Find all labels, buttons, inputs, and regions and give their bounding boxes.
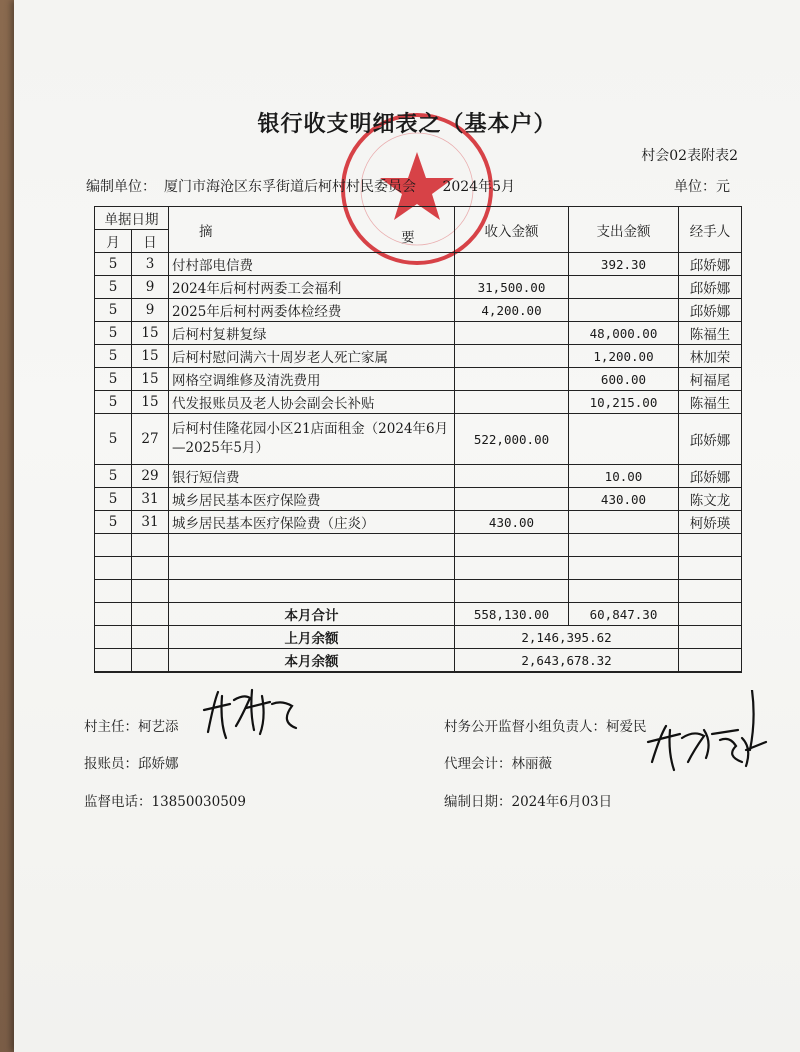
ledger-row — [95, 414, 742, 465]
ledger-row — [95, 276, 742, 299]
currency-unit: 单位：元 — [674, 179, 730, 195]
director-handwritten-signature — [200, 682, 310, 744]
row-summary: 城乡居民基本医疗保险费 — [169, 488, 455, 511]
row-income — [455, 368, 569, 391]
row-summary: 后柯村佳隆花园小区21店面租金（2024年6月—2025年5月） — [169, 414, 455, 465]
previous-balance-row — [95, 626, 742, 649]
row-day: 29 — [132, 465, 169, 488]
row-handler: 陈福生 — [679, 391, 742, 414]
month-total-label: 本月合计 — [169, 603, 455, 626]
row-day: 31 — [132, 488, 169, 511]
accountant-line: 代理会计：林丽薇 — [444, 756, 552, 772]
form-number: 村会02表附表2 — [641, 148, 738, 164]
summary-header-char-2: 要 — [401, 229, 415, 246]
row-expense: 10.00 — [569, 465, 679, 488]
row-month: 5 — [95, 488, 132, 511]
row-summary: 付村部电信费 — [169, 253, 455, 276]
row-expense — [569, 276, 679, 299]
row-expense: 10,215.00 — [569, 391, 679, 414]
compiling-unit-line — [86, 176, 523, 196]
date-group-header: 单据日期 — [95, 207, 169, 230]
month-total-income: 558,130.00 — [455, 603, 569, 626]
row-income: 522,000.00 — [455, 414, 569, 465]
ledger-row — [95, 368, 742, 391]
summary-header-char-1: 摘 — [199, 223, 213, 240]
month-balance-row — [95, 649, 742, 673]
row-day: 15 — [132, 322, 169, 345]
row-month: 5 — [95, 368, 132, 391]
row-expense — [569, 299, 679, 322]
previous-balance-label: 上月余额 — [169, 626, 455, 649]
row-month: 5 — [95, 253, 132, 276]
compile-date-line: 编制日期：2024年6月03日 — [444, 794, 613, 810]
row-day: 27 — [132, 414, 169, 465]
month-balance-value: 2,643,678.32 — [455, 649, 679, 673]
row-summary: 后柯村慰问满六十周岁老人死亡家属 — [169, 345, 455, 368]
row-handler: 邱娇娜 — [679, 253, 742, 276]
row-month: 5 — [95, 391, 132, 414]
row-summary: 2024年后柯村两委工会福利 — [169, 276, 455, 299]
row-month: 5 — [95, 511, 132, 534]
row-month: 5 — [95, 299, 132, 322]
row-summary: 后柯村复耕复绿 — [169, 322, 455, 345]
ledger-table — [94, 206, 742, 673]
income-header: 收入金额 — [455, 207, 569, 253]
document-title: 银行收支明细表之（基本户） — [257, 111, 557, 137]
row-day: 15 — [132, 391, 169, 414]
row-handler: 邱娇娜 — [679, 299, 742, 322]
clerk-line: 报账员：邱娇娜 — [84, 756, 179, 772]
ledger-row — [95, 322, 742, 345]
row-expense: 430.00 — [569, 488, 679, 511]
supervision-leader-line: 村务公开监督小组负责人：柯爱民 — [444, 719, 647, 735]
ledger-row — [95, 488, 742, 511]
row-month: 5 — [95, 322, 132, 345]
row-expense — [569, 511, 679, 534]
row-expense: 392.30 — [569, 253, 679, 276]
row-summary: 2025年后柯村两委体检经费 — [169, 299, 455, 322]
report-period: 2024年5月 — [442, 179, 515, 195]
ledger-row — [95, 465, 742, 488]
row-expense: 48,000.00 — [569, 322, 679, 345]
month-balance-label: 本月余额 — [169, 649, 455, 673]
row-handler: 陈文龙 — [679, 488, 742, 511]
row-income — [455, 345, 569, 368]
village-director-line: 村主任：柯艺添 — [84, 719, 179, 735]
row-summary: 银行短信费 — [169, 465, 455, 488]
row-month: 5 — [95, 414, 132, 465]
ledger-row — [95, 391, 742, 414]
row-expense: 600.00 — [569, 368, 679, 391]
month-total-expense: 60,847.30 — [569, 603, 679, 626]
row-day: 15 — [132, 345, 169, 368]
row-expense: 1,200.00 — [569, 345, 679, 368]
row-income — [455, 253, 569, 276]
row-expense — [569, 414, 679, 465]
ledger-row — [95, 511, 742, 534]
empty-row — [95, 534, 742, 557]
row-month: 5 — [95, 465, 132, 488]
row-income — [455, 322, 569, 345]
supervisor-handwritten-signature — [646, 690, 776, 780]
row-day: 31 — [132, 511, 169, 534]
day-header: 日 — [132, 230, 169, 253]
row-income: 31,500.00 — [455, 276, 569, 299]
expense-header: 支出金额 — [569, 207, 679, 253]
row-income: 430.00 — [455, 511, 569, 534]
summary-header — [169, 207, 455, 253]
row-day: 9 — [132, 299, 169, 322]
unit-name: 厦门市海沧区东孚街道后柯村村民委员会 — [164, 179, 416, 195]
row-handler: 柯娇瑛 — [679, 511, 742, 534]
row-summary: 代发报账员及老人协会副会长补贴 — [169, 391, 455, 414]
row-handler: 陈福生 — [679, 322, 742, 345]
empty-row — [95, 557, 742, 580]
ledger-row — [95, 253, 742, 276]
row-handler: 林加荣 — [679, 345, 742, 368]
row-income — [455, 391, 569, 414]
row-handler: 邱娇娜 — [679, 276, 742, 299]
row-handler: 邱娇娜 — [679, 414, 742, 465]
ledger-row — [95, 299, 742, 322]
row-income: 4,200.00 — [455, 299, 569, 322]
row-summary: 网格空调维修及清洗费用 — [169, 368, 455, 391]
row-handler: 邱娇娜 — [679, 465, 742, 488]
row-month: 5 — [95, 276, 132, 299]
row-day: 3 — [132, 253, 169, 276]
ledger-row — [95, 345, 742, 368]
handler-header: 经手人 — [679, 207, 742, 253]
month-total-row — [95, 603, 742, 626]
document-paper — [14, 0, 800, 1052]
unit-label: 编制单位： — [86, 179, 156, 195]
supervision-phone-line: 监督电话：13850030509 — [84, 794, 246, 810]
ledger-body — [95, 253, 742, 534]
row-income — [455, 488, 569, 511]
month-header: 月 — [95, 230, 132, 253]
row-day: 9 — [132, 276, 169, 299]
row-summary: 城乡居民基本医疗保险费（庄炎） — [169, 511, 455, 534]
row-handler: 柯福尾 — [679, 368, 742, 391]
row-income — [455, 465, 569, 488]
row-month: 5 — [95, 345, 132, 368]
row-day: 15 — [132, 368, 169, 391]
empty-row — [95, 580, 742, 603]
previous-balance-value: 2,146,395.62 — [455, 626, 679, 649]
